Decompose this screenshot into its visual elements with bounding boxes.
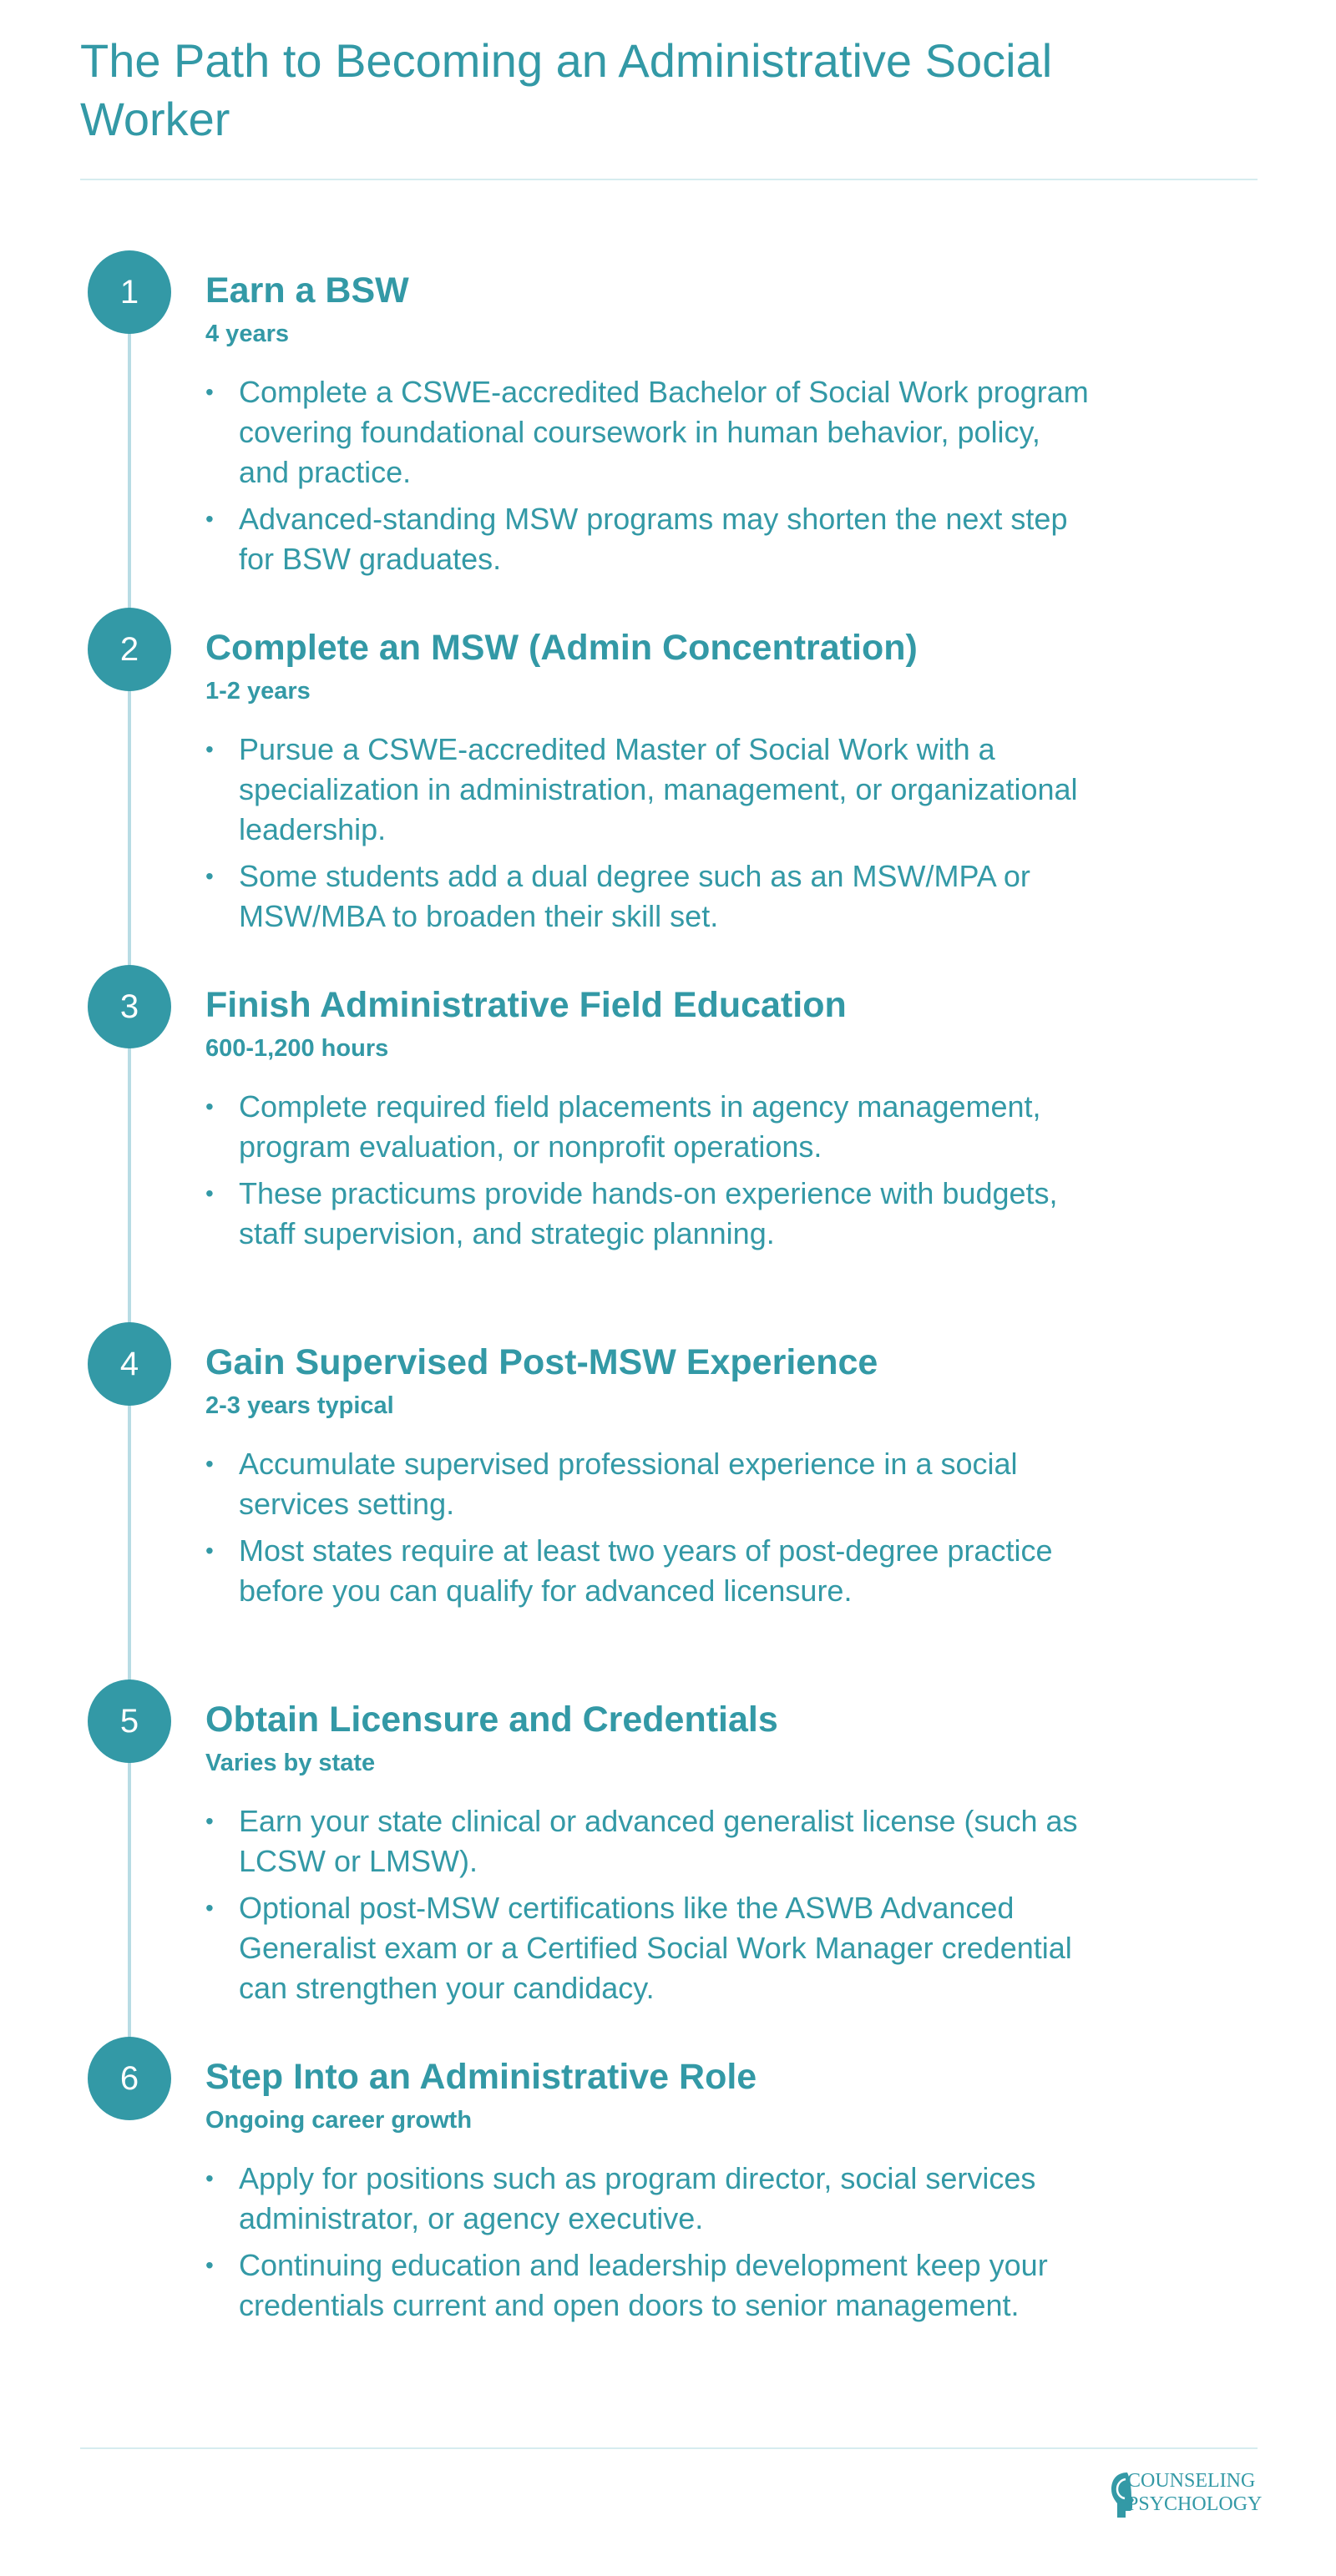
counseling-psychology-logo [1109,2466,1263,2521]
step-bullet-list [205,2159,1091,2332]
step-title: Finish Administrative Field Education [205,985,847,1025]
bullet-icon: • [205,1451,214,1477]
bullet-icon: • [205,863,214,889]
step-bullet-list [205,372,1091,586]
top-divider [80,179,1258,180]
bullet-text: Complete required field placements in agency management, program evaluation, or nonprofit operations. [239,1089,1041,1164]
step-duration: 4 years [205,321,289,347]
bullet-icon: • [205,379,214,405]
step-bullet-list [205,1444,1091,1618]
bullet-icon: • [205,736,214,762]
step-bullet [205,730,1091,850]
bullet-text: Earn your state clinical or advanced generalist license (such as LCSW or LMSW). [239,1804,1078,1878]
step-duration: 2-3 years typical [205,1392,394,1419]
bullet-icon: • [205,2165,214,2191]
step-number-badge: 5 [88,1679,171,1763]
bullet-text: Apply for positions such as program director, social services administrator, or agency executive. [239,2161,1036,2235]
step-duration: Ongoing career growth [205,2107,473,2134]
page-title: The Path to Becoming an Administrative Social Worker [80,34,1053,145]
bullet-text: Optional post-MSW certifications like the ASWB Advanced Generalist exam or a Certified Social Work Manager credential can strengthen your candidacy. [239,1891,1072,2005]
step-number-badge: 4 [88,1322,171,1406]
step-bullet [205,1888,1091,2008]
step-duration: Varies by state [205,1750,376,1776]
bullet-text: These practicums provide hands-on experience with budgets, staff supervision, and strategic planning. [239,1176,1058,1250]
bullet-icon: • [205,1895,214,1921]
bullet-text: Advanced-standing MSW programs may shorten the next step for BSW graduates. [239,502,1068,576]
step-bullet-list [205,1087,1091,1260]
bullet-text: Continuing education and leadership development keep your credentials current and open doors to senior management. [239,2248,1048,2322]
step-bullet [205,372,1091,492]
timeline-connector [128,289,131,2092]
step-bullet [205,2245,1091,2326]
bullet-text: Most states require at least two years of post-degree practice before you can qualify for advanced licensure. [239,1533,1053,1608]
bullet-text: Accumulate supervised professional experience in a social services setting. [239,1447,1018,1521]
bullet-icon: • [205,1538,214,1563]
step-number-badge: 1 [88,250,171,334]
logo-wordmark-line-1: COUNSELING [1127,2470,1256,2492]
step-title: Complete an MSW (Admin Concentration) [205,628,918,668]
bullet-text: Complete a CSWE-accredited Bachelor of Social Work program covering foundational coursework in human behavior, policy, and practice. [239,375,1089,489]
step-number-badge: 3 [88,965,171,1048]
step-bullet [205,499,1091,579]
bullet-text: Pursue a CSWE-accredited Master of Social Work with a specialization in administration, management, or organizational leadership. [239,732,1078,846]
step-title: Obtain Licensure and Credentials [205,1700,778,1740]
step-bullet [205,856,1091,937]
bullet-icon: • [205,1808,214,1834]
step-number-badge: 2 [88,608,171,691]
step-bullet [205,1531,1091,1611]
step-bullet [205,1444,1091,1524]
step-bullet [205,1087,1091,1167]
step-title: Step Into an Administrative Role [205,2057,757,2097]
step-bullet [205,1174,1091,1254]
step-bullet-list [205,730,1091,943]
step-bullet-list [205,1801,1091,2015]
bullet-icon: • [205,2252,214,2278]
bullet-icon: • [205,506,214,532]
bullet-icon: • [205,1094,214,1119]
step-duration: 600-1,200 hours [205,1035,389,1062]
step-title: Gain Supervised Post-MSW Experience [205,1342,878,1382]
logo-wordmark-line-2: PSYCHOLOGY [1127,2493,1263,2515]
bullet-icon: • [205,1180,214,1206]
step-duration: 1-2 years [205,678,311,705]
step-bullet [205,2159,1091,2239]
step-bullet [205,1801,1091,1881]
step-number-badge: 6 [88,2037,171,2120]
bottom-divider [80,2447,1258,2449]
bullet-text: Some students add a dual degree such as an MSW/MPA or MSW/MBA to broaden their skill set. [239,859,1030,933]
step-title: Earn a BSW [205,270,409,311]
